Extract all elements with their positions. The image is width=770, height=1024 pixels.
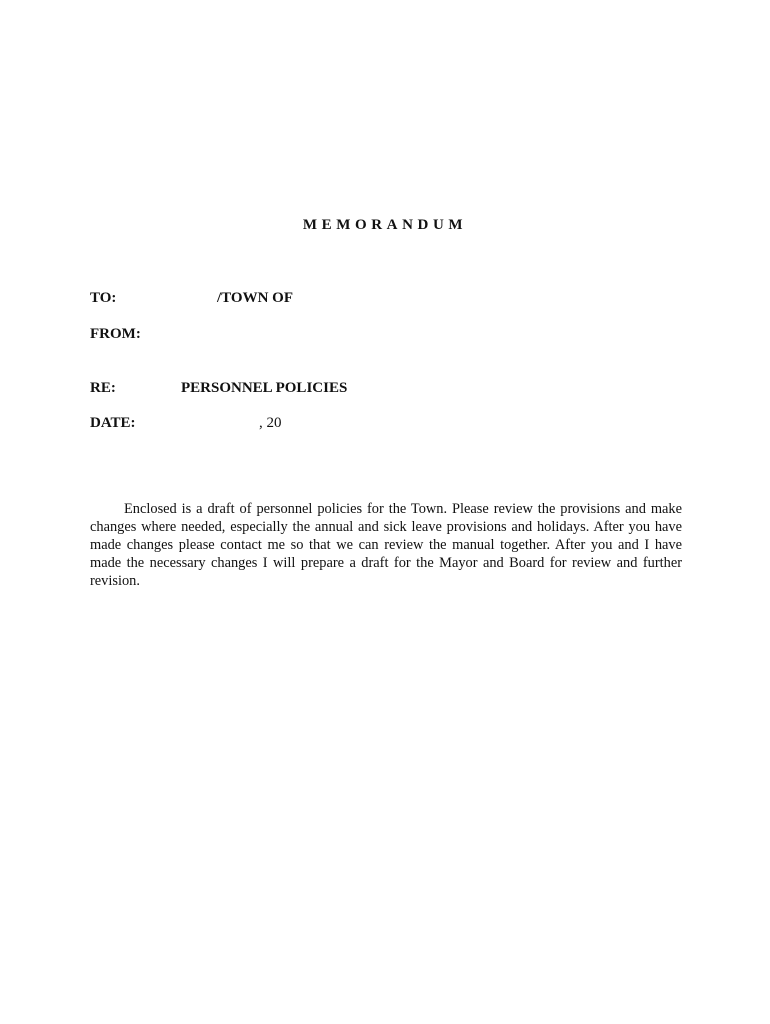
- to-value: /TOWN OF: [217, 290, 293, 306]
- re-value: PERSONNEL POLICIES: [181, 380, 348, 396]
- re-label: RE:: [90, 380, 116, 396]
- date-value: , 20: [259, 415, 282, 431]
- memo-body-paragraph: Enclosed is a draft of personnel policies for the Town. Please review the provisions and make changes where needed, especially the annual and sick leave provisions and holidays. After you have made changes please contact me so that we can review the manual together. After you and I have made the necessary changes I will prepare a draft for the Mayor and Board for review and further revision.: [90, 501, 682, 590]
- memo-title: MEMORANDUM: [302, 217, 468, 233]
- from-label: FROM:: [90, 326, 141, 342]
- date-label: DATE:: [90, 415, 136, 431]
- to-label: TO:: [90, 290, 117, 306]
